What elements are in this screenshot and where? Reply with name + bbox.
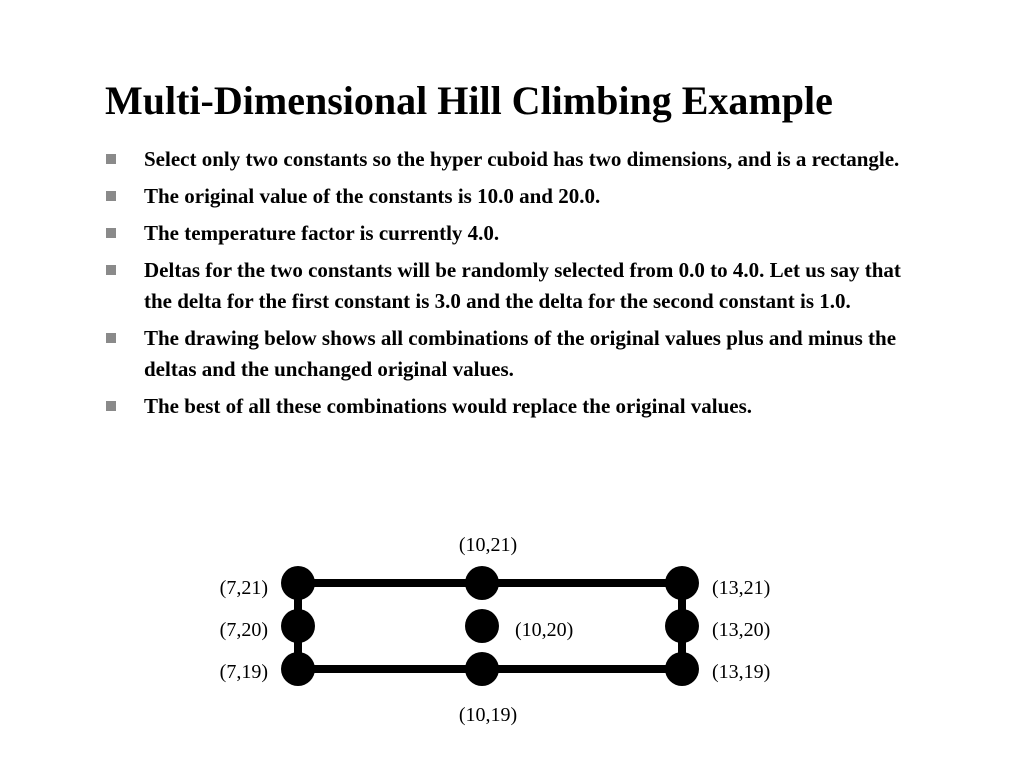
node-10-20 [465,609,499,643]
label-7-20: (7,20) [219,619,268,641]
label-7-21: (7,21) [219,577,268,599]
node-10-21 [465,566,499,600]
bullet-text: The drawing below shows all combinations of the original values plus and minus the deltas and the unchanged original values. [144,326,897,381]
node-7-19 [281,652,315,686]
label-13-21: (13,21) [712,577,771,599]
label-13-20: (13,20) [712,619,771,641]
label-13-19: (13,19) [712,661,771,683]
node-13-19 [665,652,699,686]
bullet-text: Select only two constants so the hyper cuboid has two dimensions, and is a rectangle. [144,147,900,171]
label-7-19: (7,19) [219,661,268,683]
node-7-20 [281,609,315,643]
node-7-21 [281,566,315,600]
bullet-text: The original value of the constants is 10.0 and 20.0. [144,184,601,208]
label-10-20: (10,20) [515,619,574,641]
node-13-21 [665,566,699,600]
bullet-text: The temperature factor is currently 4.0. [144,221,500,245]
label-10-21: (10,21) [458,534,518,556]
bullet-text: Deltas for the two constants will be randomly selected from 0.0 to 4.0. Let us say that the delta for the first constant is 3.0 and the delta for the second constant is 1.0. [144,258,901,313]
label-10-19: (10,19) [458,704,518,726]
node-10-19 [465,652,499,686]
slide-title: Multi-Dimensional Hill Climbing Example [105,78,833,123]
node-13-20 [665,609,699,643]
bullet-text: The best of all these combinations would replace the original values. [144,394,753,418]
